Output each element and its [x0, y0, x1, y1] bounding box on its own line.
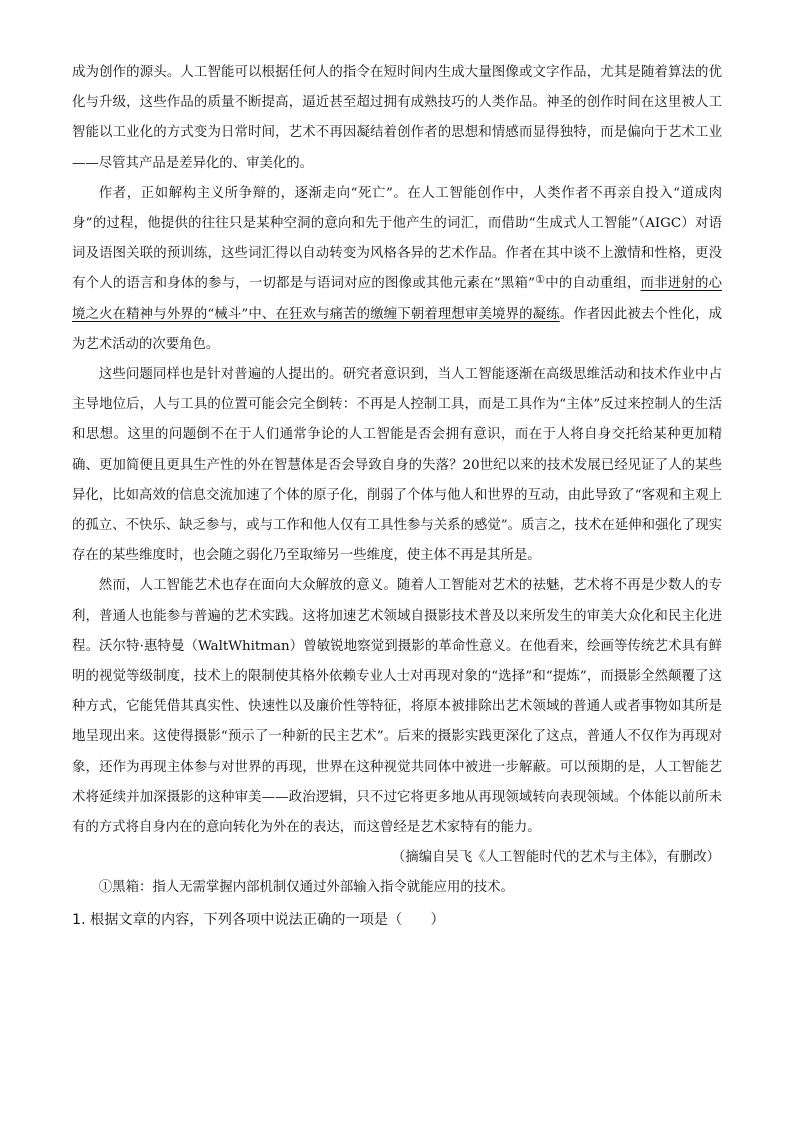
- paragraph-2-text-mid: 中的自动重组，: [545, 276, 641, 292]
- question-1: 1. 根据文章的内容，下列各项中说法正确的一项是（ ）: [72, 911, 445, 928]
- footnote-marker: ①: [534, 273, 546, 287]
- paragraph-2: [72, 179, 722, 360]
- paragraph-3: 这些问题同样也是针对普遍的人提出的。研究者意识到，当人工智能逐渐在高级思维活动和技术作业中占主导地位后，人与工具的位置可能会完全倒转：不再是人控制工具，而是工具作为“主体”反过来控制人的生活和思想。这里的问题倒不在于人们通常争论的人工智能是否会拥有意识，而在于人将自身交托给某种更加精确、更加简便且更具生产性的外在智慧体是否会导致自身的失落？20世纪以来的技术发展已经见证了人的某些异化，比如高效的信息交流加速了个体的原子化，削弱了个体与他人和世界的互动，由此导致了“客观和主观上的孤立、不快乐、缺乏参与，或与工作和他人仅有工具性参与关系的感觉”。质言之，技术在延伸和强化了现实存在的某些维度时，也会随之弱化乃至取缔另一些维度，使主体不再是其所是。: [72, 367, 722, 564]
- paragraph-2-text: 作者，正如解构主义所争辩的，逐渐走向“死亡”。在人工智能创作中，人类作者不再亲自投入“道成肉身”的过程，他提供的往往只是某种空洞的意向和先于他产生的词汇，而借助“生成式人工智能”（AIGC）对语词及语图关联的预训练，这些词汇得以自动转变为风格各异的艺术作品。作者在其中谈不上激情和性格，更没有个人的语言和身体的参与，一切都是与语词对应的图像或其他元素在“黑箱”: [72, 185, 722, 292]
- paragraph-2-text-end: 。作者因此被去个性化，成为艺术活动的次要角色。: [72, 306, 722, 352]
- document-body: [72, 58, 722, 935]
- footnote: ①黑箱：指人无需掌握内部机制仅通过外部输入指令就能应用的技术。: [98, 880, 514, 896]
- paragraph-4: 然而，人工智能艺术也存在面向大众解放的意义。随着人工智能对艺术的祛魅，艺术将不再是少数人的专利，普通人也能参与普遍的艺术实践。这将加速艺术领域自摄影技术普及以来所发生的审美大众化和民主化进程。沃尔特·惠特曼（WaltWhitman）曾敏锐地察觉到摄影的革命性意义。在他看来，绘画等传统艺术具有鲜明的视觉等级制度，技术上的限制使其格外依赖专业人士对再现对象的“选择”和“提炼”，而摄影全然颠覆了这种方式，它能凭借其真实性、快速性以及廉价性等特征，将原本被排除出艺术领域的普通人或者事物如其所是地呈现出来。这使得摄影“预示了一种新的民主艺术”。后来的摄影实践更深化了这点，普通人不仅作为再现对象，还作为再现主体参与对世界的再现，世界在这种视觉共同体中被进一步解蔽。可以预期的是，人工智能艺术将延续并加深摄影的这种审美——政治逻辑，只不过它将更多地从再现领域转向表现领域。个体能以前所未有的方式将自身内在的意向转化为外在的表达，而这曾经是艺术家特有的能力。: [72, 578, 722, 836]
- underlined-sentence: 而非迸射的心境之火在精神与外界的“械斗”中、在狂欢与痛苦的缴缠下朝着理想审美境界的凝练: [72, 276, 722, 322]
- paragraph-1: 成为创作的源头。人工智能可以根据任何人的指令在短时间内生成大量图像或文字作品，尤其是随着算法的优化与升级，这些作品的质量不断提高，逼近甚至超过拥有成熟技巧的人类作品。神圣的创作时间在这里被人工智能以工业化的方式变为日常时间，艺术不再因凝结着创作者的思想和情感而显得独特，而是偏向于艺术工业——尽管其产品是差异化的、审美化的。: [72, 65, 722, 171]
- source-citation: （摘编自吴飞《人工智能时代的艺术与主体》，有删改）: [391, 850, 720, 866]
